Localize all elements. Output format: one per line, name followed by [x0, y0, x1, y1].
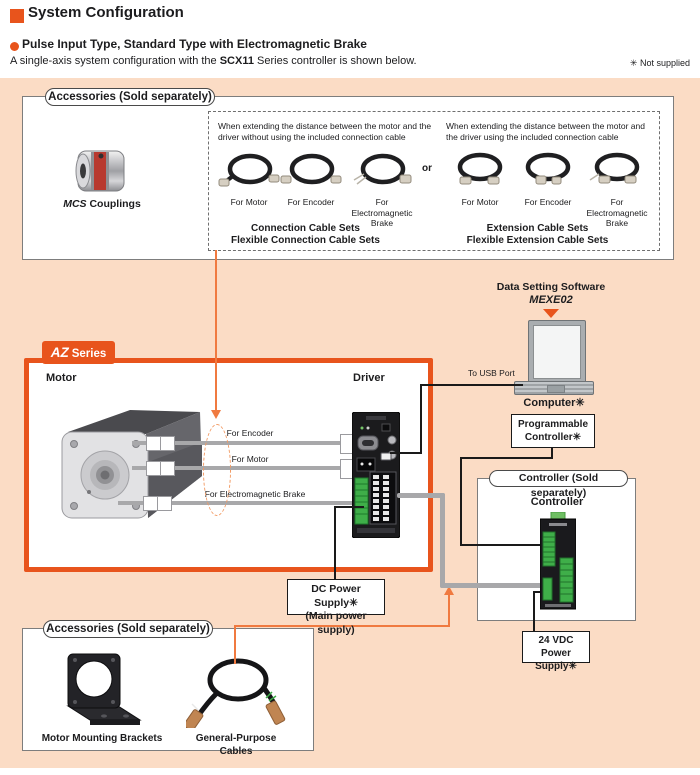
- az-series-tab-bold: AZ: [50, 345, 69, 360]
- description-suffix: Series controller is shown below.: [253, 55, 417, 67]
- software-name: MEXE02: [529, 294, 573, 306]
- motor-image: [52, 402, 204, 539]
- cable-connector: [146, 436, 161, 451]
- connection-cable-label: For Encoder: [287, 197, 335, 207]
- cable-connector: [160, 461, 175, 476]
- extension-cable-label: For Motor: [461, 197, 499, 207]
- usb-line: [420, 384, 523, 386]
- connection-cable-label: For Motor: [230, 197, 268, 207]
- usb-line: [420, 384, 422, 454]
- connection-group-heading: When extending the distance between the motor and the driver without using the included connection cable: [218, 121, 432, 142]
- vdc-supply-box: [522, 631, 590, 672]
- cable-connector: [143, 496, 158, 511]
- az-series-tab: [42, 341, 115, 364]
- page-title: System Configuration: [28, 4, 184, 21]
- computer-label: Computer✳: [523, 397, 585, 409]
- gp-cable-pointer-line: [448, 594, 450, 627]
- cable-for-brake-icon: [350, 150, 414, 197]
- dc-supply-line1: DC Power Supply✳: [311, 583, 361, 609]
- title-square-icon: [10, 9, 24, 23]
- brake-cable-label: For Electromagnetic Brake: [204, 489, 306, 499]
- description: [10, 55, 417, 67]
- mcs-coupling-image: [72, 146, 128, 201]
- cable-set-arrow-icon: [211, 410, 221, 419]
- dc-supply-line: [334, 506, 336, 580]
- ext-cable-for-brake-icon: [585, 150, 649, 197]
- gp-cable-pointer-line: [234, 626, 236, 664]
- cable-for-motor-icon: [217, 150, 281, 197]
- mounting-bracket-image: [56, 650, 146, 735]
- software-label: Data Setting Software: [496, 281, 606, 293]
- io-cable: [397, 493, 445, 498]
- computer-image: [514, 320, 594, 394]
- or-label: or: [422, 163, 432, 174]
- az-series-tab-rest: Series: [71, 348, 107, 360]
- connection-set-title-2: Flexible Connection Cable Sets: [231, 235, 380, 246]
- ext-cable-for-motor-icon: [448, 150, 512, 197]
- cable-set-connector-line: [215, 250, 217, 411]
- cable-for-encoder-icon: [279, 150, 343, 197]
- vdc-line: [533, 591, 535, 632]
- cable-connector: [160, 436, 175, 451]
- bullet-icon: [10, 42, 19, 51]
- connection-set-title-1: Connection Cable Sets: [251, 223, 360, 234]
- plc-label-line2: Controller✳: [524, 432, 582, 443]
- motor-cable-label: For Motor: [231, 454, 269, 464]
- controller-image: [540, 512, 576, 617]
- plc-box: [511, 414, 595, 448]
- controller-box-label: Controller (Sold separately): [489, 470, 628, 487]
- dc-supply-box: [287, 579, 385, 636]
- encoder-cable-label: For Encoder: [226, 428, 274, 438]
- software-install-arrow-icon: [543, 309, 559, 318]
- description-prefix: A single-axis system configuration with the: [10, 55, 220, 67]
- extension-group-heading: When extending the distance between the motor and the driver using the included connection cable: [446, 121, 645, 142]
- dc-supply-line: [334, 506, 364, 508]
- vdc-supply-line2: Supply✳: [535, 661, 577, 672]
- connection-cable-label: For Electromagnetic Brake: [351, 197, 413, 229]
- extension-set-title-2: Flexible Extension Cable Sets: [466, 235, 609, 246]
- cable-highlight-ellipse: [203, 424, 231, 516]
- io-cable: [440, 583, 543, 588]
- extension-cable-label: For Encoder: [524, 197, 572, 207]
- plc-line: [460, 457, 462, 546]
- cable-connector: [157, 496, 172, 511]
- dc-supply-line2: (Main power supply): [305, 610, 367, 636]
- description-model: SCX11: [219, 55, 254, 67]
- mcs-coupling-label-bold: MCS: [63, 198, 87, 210]
- vdc-supply-line1: 24 VDC Power: [538, 635, 574, 659]
- motor-label: Motor: [46, 372, 77, 384]
- driver-image: [352, 412, 400, 543]
- driver-label: Driver: [353, 372, 385, 384]
- ext-cable-for-encoder-icon: [516, 150, 580, 197]
- cable-connector: [146, 461, 161, 476]
- usb-port-label: To USB Port: [468, 368, 515, 378]
- mounting-bracket-label: Motor Mounting Brackets: [41, 733, 163, 744]
- controller-device-label: Controller: [530, 496, 584, 508]
- accessories-top-label: Accessories (Sold separately): [45, 88, 215, 106]
- usb-line: [390, 452, 422, 454]
- not-supplied-note: ✳ Not supplied: [629, 58, 690, 68]
- plc-line: [460, 544, 545, 546]
- mcs-coupling-label: [50, 198, 154, 210]
- plc-label-line1: Programmable: [517, 419, 589, 430]
- mcs-coupling-label-rest: Couplings: [86, 198, 141, 210]
- accessories-bottom-label: Accessories (Sold separately): [43, 620, 213, 638]
- extension-set-title-1: Extension Cable Sets: [486, 223, 589, 234]
- section-subtitle: Pulse Input Type, Standard Type with Electromagnetic Brake: [22, 37, 367, 51]
- io-cable: [440, 493, 445, 588]
- gp-cable-image: [186, 652, 286, 733]
- extension-cable-label: For Electromagnetic Brake: [586, 197, 648, 229]
- plc-line: [460, 457, 553, 459]
- gp-cable-label: General-Purpose Cables: [195, 733, 277, 757]
